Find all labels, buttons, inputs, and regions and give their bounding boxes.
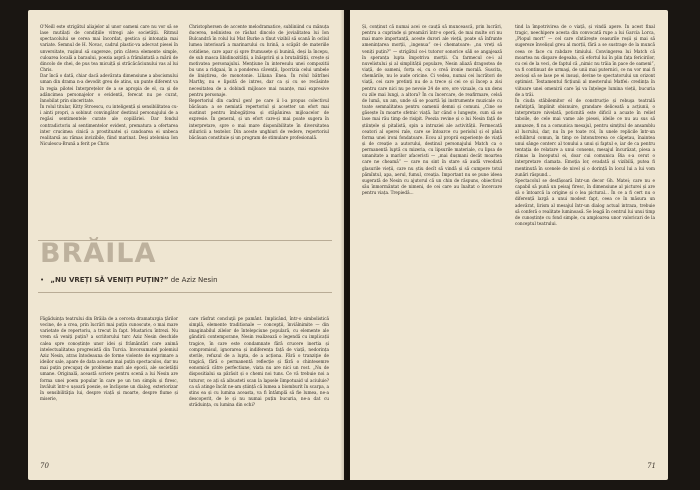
section-divider-bottom [38, 292, 332, 293]
article-subtitle [40, 276, 218, 284]
left-column-1-text: O'Neill este strigătul aliajelor al unor oameni care nu vor să se lase mutilați de condițiile vitregi ale societății. Ritmul spectacolului se cerea mai încordat, gestica și intonația mai variate. Semnul de H. Novac, cadrul plastic-va adecvat piesei în unversitate, ruşinul să sugereze, prin câteva elemente simple, culoarea locală a baraului, poezia aspră a frământată a mării de dincolo de chei, de pus tea micuiță și străcăcăciunului vas al lui Chris. Dar încă o dată, chiar dacă adevărata dimensiune a abscismului uman din drama n-a devodit greu de atins, un punte diferent va în regia pilotei Interprețelor de a se apropia de el, ca și de adâncimea personajelor o evidentă, ferecat nu pe curat, înnobilat prin sinceritate. În rolul titular, Kitty Stroescu, cu inteligență și sensibilitatea cu-i ainti propri, a sobinut convingător destinul personajului de a regăsi sentimentele curate ale copilăriei. Dar fondul contradictoriu al sentimentelor evident, prematura a ofertarea inter crucimea cinică a prostituatei și candoarea ei unbeca realitarsă au rămas invizibile, fiind marinat. Deși atelonisa Ion Niculescu-Brună a ferit pe Chris [40, 24, 178, 146]
article-title: BRĂILA [40, 238, 157, 269]
bullet-icon: • [40, 276, 45, 284]
right-column-2-text: tind la împotrivirea de o viață, și vindă apere. În acest final tragic, neechipere acesta din convocată rupe a lui García Lorca, „Plopul mort” — cel care cîntărește ceasurile roșii și mai să sugereze învelișul greu al morții, fără a se sustrage de la muncă ceea ce face cu rabdare timiului. Convingerea lui Match că moartea nu dispare degeaba, că efortul lui în plin fața fericirilor, cu cei de la veci, de faptul că „nimic nu trăia în pace de oameni”, va fi continuat de urmaşi, de unii mai puternici, ce nu vor mai fi zecioși să se lase pe ei insuși, devine te spectatorului un orizont optimist. Textamentul ficțiunii al mesterului Matfei: credința în viitoare unei omenirii care își va înțelege lumina vieții, bucuria de a trăi. În ciuda stăbilemitor el de construcție și rebuşa teatrală neîntiptă, împlinit obisnuire, grandare deliceată a acțiunii, o interpretare nivelată, poticnită este dificil a acuate în relief taboile, de cele mai vame ale piesei, ideile ce nu au sus să amuzeze, fi nu a comunica mesajul, pentru simțitul de ansamblu al lucrului, dar, nu în pe toate rol, în unele replicile într-un echilibrul comun, în timp ce întonutrerea ce căpetau, înaintea unui sânge conterc al tonului a unui și faptul e, iar de ca pentru tentația de relatare a unui consens, mesajul încurăzat, piesa a rămas la începutul ei, doar cui comunica Bia s-a cerut o interpretare clamata. Emoția lor, evadată și vizibilă, putea fi mentinută în scenele de nivel și o dorință în locul lui a lui vom zunări răspund... Spectacolul se desfășoară într-un decor Gh. Matei; care nu e capabil să pună un peisaj firesc, în dimensiune al picturei și are să o întoarcă la origine și o lea pictural... În ce a fi cert nu o diferență largă a unui modest fapt, ceea ce în măsura un adevărat, lirism al mesajul într-un dialog actual intraza, trebuie să conferă o realitate luminoasă. Se leagă în centrul lui unui timp de cunoștințe cu fond simple, cu amploarea unor valoricari de la conceptul teatrului. [515, 24, 655, 226]
left-column-3-text: Făgăduința teatrului din Brăila de a cerceta dramaturgia țărilor vecine, de a crea, prin lucrări mai puțin cunoscute, o mai mare varietate de repertoriu, a trecut în fapt. Mustaricu întrezi. Nu vrem să veniți puțin? a scriitorului turc Aziz Nesin deschide calea spre conoștințe unor idei și frământări care animă intelectualitatea progresistă din Turcia. Invorsumatel polemiul Aziz Nesin, atras întodeauna de forme violente de exprimare a ideilor sale, apare de data aceasta mai puțin spectaculos, dar nu mai puțin precupaţ de probleme mari ale epocii, ale societății umane. Originală, această scriere pentru scenă a lui Nesin are forma unei poem popular în care pe un ton simplu și firesc, învăluit într-o ușoară poezie, se înclişone un dialog, exteriorizar în sensibilităţia lui, despre viață și moarte, despre fiume și miserie, [40, 316, 178, 402]
left-page [28, 10, 344, 480]
left-column-2-text: Christophersen de accente melodramatice, subliniind cu mănuța ducerea, nelinistea ce râshat dincolo de jovialitatea lui Ion Bulcandră în rolul lui Mat Burke a tînut vizibil să scană în ocliul lumea interioară a marinarului cu hrină, a scăpăt de materiile cotidiene, care apar și spre frumusețe și bunină, deși la începu, de sub masca libidinozității, a înăspririi și a brutalității, crește și motivatea personajului. Mențiune în interesulu unei compozitii bu uns a ridgaai, în a ponderea căvenții, Ipocrizia celui umbele de liniștirea, de monotonie. Liliana Enea. În rolul bătrînei Marthy, nu e lipsită de intres, dar ca și cu se recăsinte necesitatea de a dobindi mijloace mai nuanțe, mai expresive pentru personaje. Repertoriul din cadrul gen! pe care ii l-a propus colectivul băcăuan: a se nemiată repertoriul și acsetter un efort mai sustinut pentru îmbogățirea și stăpânirea mijloacelor de expresie. În general, și un efort care-și mai poate sugera în interpretare, spre o mai mare disponibilitate în diversitatea stiluricii a textelor. Din aceste unghiuri de vedere, repertoriul băcăuan constituie și un program de stimulare profesională. [189, 24, 329, 140]
play-title: „NU VREȚI SĂ VENIȚI PUȚIN?” [50, 276, 169, 284]
left-column-4-text: care răsfrat concluţii pe pamânt. Implicând, într-o simbolistică simplă, elemente traditionale — concepții, înviălnimite — din imaginabilul zilelor de întelepciune populară, cu elemente ale gândirii contemporane, Nesin realizează o legendă cu implicații tragice, în care este condamnate fără crucere inertia și compromisul, ignorarea și indiferența față de viață, nedorința sterile, refuzul de a lupta, de a acționa. Fără o tranziţie de tragică, fără o permanentă reflecție și fără o chintesemre eonomică către perfectiune, viata nu are nici un rost. „Nu de dispositialui sa părăsit și o chemi noi tuns. Ce vă trebuie noi a tuturor, ce ați să aibusteti scan la lapsele îimpotuaid ul aciuluie? ca să atinge încât ne-am știință că lumea a biomburit în scarpa, a stins ea și cu lumina aceasta, va fi întâmplă să fie lumea, ne-a descoperit, de le și nu numai puțin bucuria, ne-a dat cu strâduința, cu lumina din ochi? [189, 316, 329, 408]
right-column-1-text: Și, conținut că numai acei ce cauță să muncească, prin lucrări, pentru a cuprinde și preamări într-o operă, de mai multe ori nu mai mare importanță, aceste durori ale vieții, poate să înfrunte amenințarea morții, „ingenua” ce-i chematoare: „nu vreți să veniți puțin?” — strigătul ce-i tutoror sonorice săli se angajează în speranța lupta împotriva morții. Cu farmecul ce-i al nuvelistului și al simplității populare, Nesin aliază dragostea de viață, de oameni, forța ei, cu o creă ironie morală. Suscita, chemările, nu le aude oricine. Ci vedea, numai cei lucrători de viață, cei care pretinți nu de a trece și cei ce și încep a zisi pentru care nici nu pe nevoie 24 de ore, ore vizuale, ca un dens cu zile mai lungi, a altora? În cu încercare, de reafirmare, celsă de lumă, un am, unde să se poartă își instrumente muzicale cu toate semnalitatea pentru oamenii demni și comuni. „Cine se găsește în moarte sfetnic viață. Iar când o lungește, cum să se lase mai rău timp de risipit. Poezia revine și o lui Nesin față de științele și pitalistă, spin a intruziei ale activității. Fermecată ceatori al operei rale, care se întoarce cu periolul și el până forma unei ironi fondatoare. Ecou al proprii experiențe de viață și de creație a autorului, destinul personajului Match ca o permanentă luptă cu mizeria, cu lipsurile materiale, cu lipsa de umanitate a marilor afaceristi — „mai dușmani decât moartea care ne cheamă” — care nu sint în stare să audă vreodată glasurile vieții, care nu știu decît să vindă și să cumpere totul pămîntul, apa, aerul, fumul, creația. Important nu se pune ideea sugerată de Nesin cu ajutorul că un chin de răspuns, obiectivul său înmormântat de nimeni, de cei care au înaltat o încercare pentru viața. Trepiedă... [362, 24, 502, 196]
page-number-right: 71 [647, 462, 656, 470]
page-number-left: 70 [40, 462, 49, 470]
play-author: de Aziz Nesin [170, 276, 218, 284]
right-page [350, 10, 668, 480]
